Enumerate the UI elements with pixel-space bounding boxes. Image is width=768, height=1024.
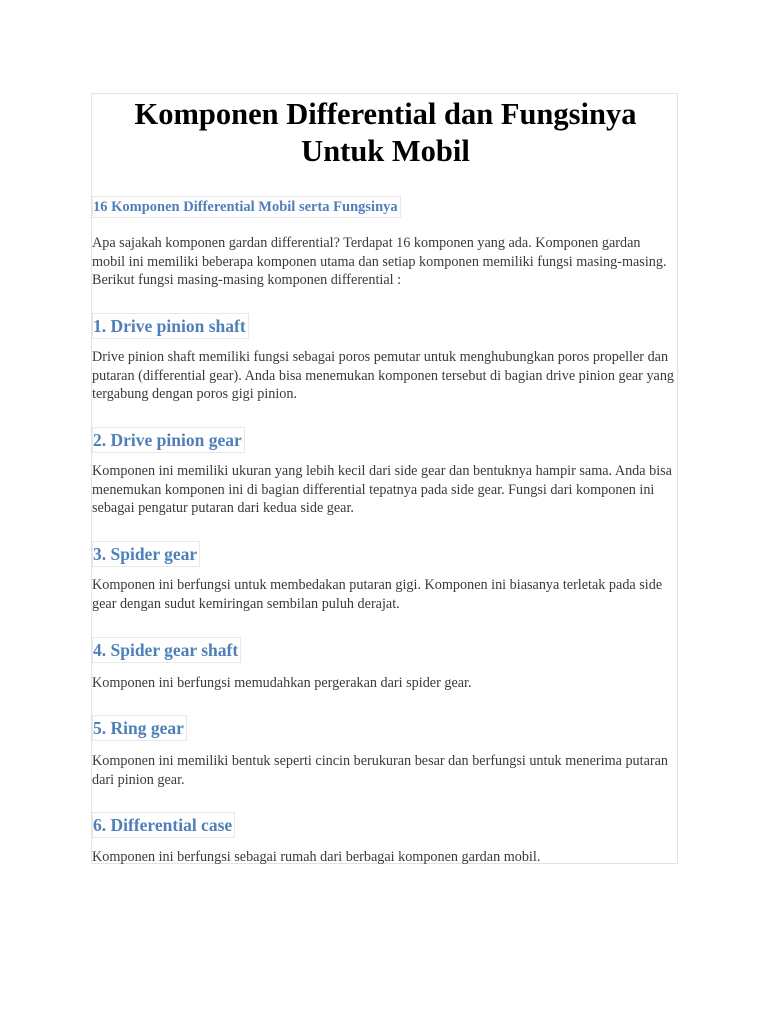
section-heading-2-text: 2. Drive pinion gear (92, 427, 245, 453)
section-heading-2 (92, 427, 245, 453)
article-subtitle (92, 196, 401, 218)
section-paragraph-2: Komponen ini memiliki ukuran yang lebih kecil dari side gear dan bentuknya hampir sama. Anda bisa menemukan komponen ini di bagian differential tepatnya pada side gear. Fungsi dari komponen ini sebagai pengatur putaran dari kedua side gear. (92, 463, 672, 516)
section-paragraph-5: Komponen ini memiliki bentuk seperti cincin berukuran besar dan berfungsi untuk menerima putaran dari pinion gear. (92, 753, 669, 788)
section-heading-1-text: 1. Drive pinion shaft (92, 313, 249, 339)
section-heading-1 (92, 313, 249, 339)
page-title: Komponen Differential dan Fungsinya Untuk Mobil (134, 97, 637, 168)
section-heading-6-text: 6. Differential case (92, 812, 235, 838)
section-heading-5 (92, 715, 187, 741)
section-paragraph-3: Komponen ini berfungsi untuk membedakan putaran gigi. Komponen ini biasanya terletak pada side gear dengan sudut kemiringan sembilan puluh derajat. (92, 577, 663, 612)
section-heading-3 (92, 541, 200, 567)
section-heading-6 (92, 812, 235, 838)
document-page (91, 93, 678, 864)
section-paragraph-6: Komponen ini berfungsi sebagai rumah dari berbagai komponen gardan mobil. (92, 849, 541, 865)
section-heading-5-text: 5. Ring gear (92, 715, 187, 741)
section-paragraph-4: Komponen ini berfungsi memudahkan pergerakan dari spider gear. (92, 675, 472, 691)
section-heading-4 (92, 637, 241, 663)
section-paragraph-1: Drive pinion shaft memiliki fungsi sebagai poros pemutar untuk menghubungkan poros propeller dan putaran (differential gear). Anda bisa menemukan komponen tersebut di bagian drive pinion gear yang tergabung dengan poros gigi pinion. (92, 349, 675, 402)
subtitle-text: 16 Komponen Differential Mobil serta Fungsinya (92, 196, 401, 218)
section-heading-4-text: 4. Spider gear shaft (92, 637, 241, 663)
section-heading-3-text: 3. Spider gear (92, 541, 200, 567)
intro-paragraph: Apa sajakah komponen gardan differential? Terdapat 16 komponen yang ada. Komponen gardan mobil ini memiliki beberapa komponen utama dan setiap komponen memiliki fungsi masing-masing. Berikut fungsi masing-masing komponen differential : (92, 235, 667, 288)
